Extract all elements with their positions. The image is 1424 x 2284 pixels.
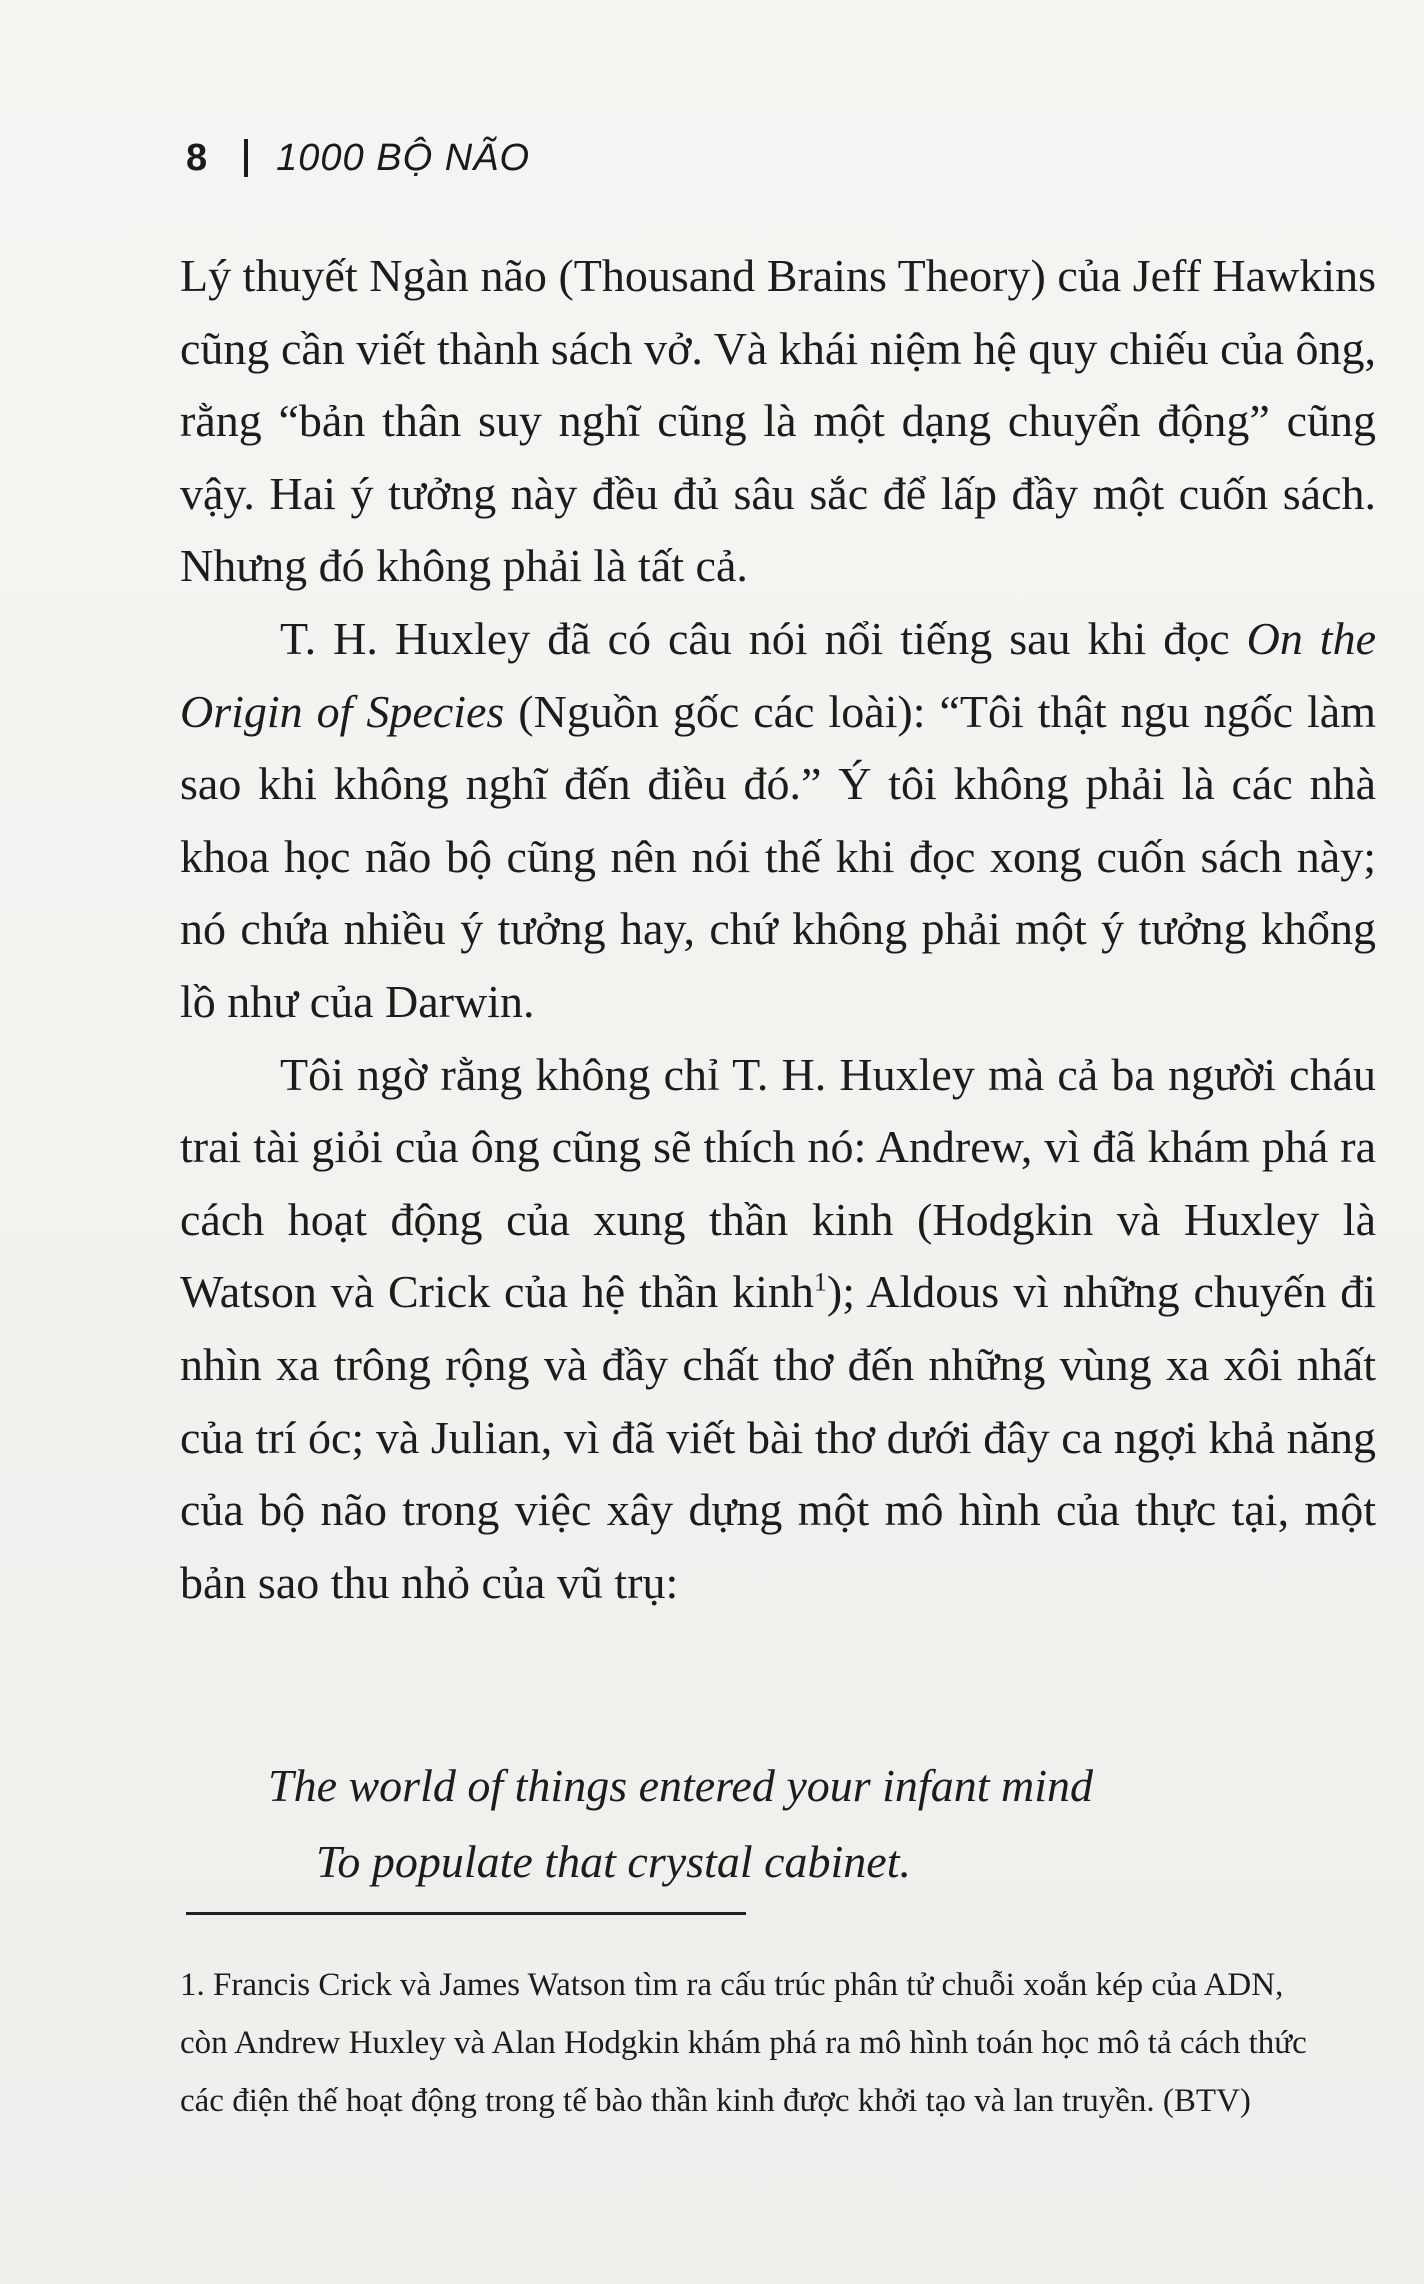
poem-line-1: The world of things entered your infant mind [268,1760,1093,1811]
paragraph-2-text-end: (Nguồn gốc các loài): “Tôi thật ngu ngốc làm sao khi không nghĩ đến điều đó.” Ý tôi không phải là các nhà khoa học não bộ cũng nên nói thế khi đọc xong cuốn sách này; nó chứa nhiều ý tưởng hay, chứ không phải một ý tưởng khổng lồ như của Darwin. [180,685,1376,1027]
poem-quote [268,1748,1093,1900]
paragraph-3-text-start: Tôi ngờ rằng không chỉ T. H. Huxley mà cả ba người cháu trai tài giỏi của ông cũng sẽ thích nó: Andrew, vì đã khám phá ra cách hoạt động của xung thần kinh (Hodgkin và Huxley là Watson và Crick của hệ thần kinh [180,1048,1376,1318]
page-number: 8 [186,136,209,179]
footnote-divider [186,1912,746,1915]
header-divider [244,139,248,177]
body-text [180,240,1376,1619]
paragraph-2 [180,603,1376,1039]
footnote [180,1956,1376,2130]
paragraph-1-text: Lý thuyết Ngàn não (Thousand Brains Theory) của Jeff Hawkins cũng cần viết thành sách vở. Và khái niệm hệ quy chiếu của ông, rằng “bản thân suy nghĩ cũng là một dạng chuyển động” cũng vậy. Hai ý tưởng này đều đủ sâu sắc để lấp đầy một cuốn sách. Nhưng đó không phải là tất cả. [180,250,1376,592]
page-header [186,128,530,188]
footnote-reference: 1 [813,1267,827,1297]
book-title-italic: On the Origin of Species [180,612,1377,737]
paragraph-1 [180,240,1376,603]
footnote-line-2: còn Andrew Huxley và Alan Hodgkin khám phá ra mô hình toán học mô tả cách thức [180,2025,1307,2061]
footnote-line-3: các điện thế hoạt động trong tế bào thần kinh được khởi tạo và lan truyền. (BTV) [180,2083,1251,2119]
poem-line-2: To populate that crystal cabinet. [316,1836,911,1887]
running-title: 1000 BỘ NÃO [276,136,531,179]
paragraph-3 [180,1039,1376,1620]
footnote-line-1: 1. Francis Crick và James Watson tìm ra cấu trúc phân tử chuỗi xoắn kép của ADN, [180,1967,1284,2003]
paragraph-3-text-end: ); Aldous vì những chuyến đi nhìn xa trông rộng và đầy chất thơ đến những vùng xa xôi nhất của trí óc; và Julian, vì đã viết bài thơ dưới đây ca ngợi khả năng của bộ não trong việc xây dựng một mô hình của thực tại, một bản sao thu nhỏ của vũ trụ: [180,1266,1376,1608]
paragraph-2-text-start: T. H. Huxley đã có câu nói nổi tiếng sau khi đọc [280,612,1247,664]
